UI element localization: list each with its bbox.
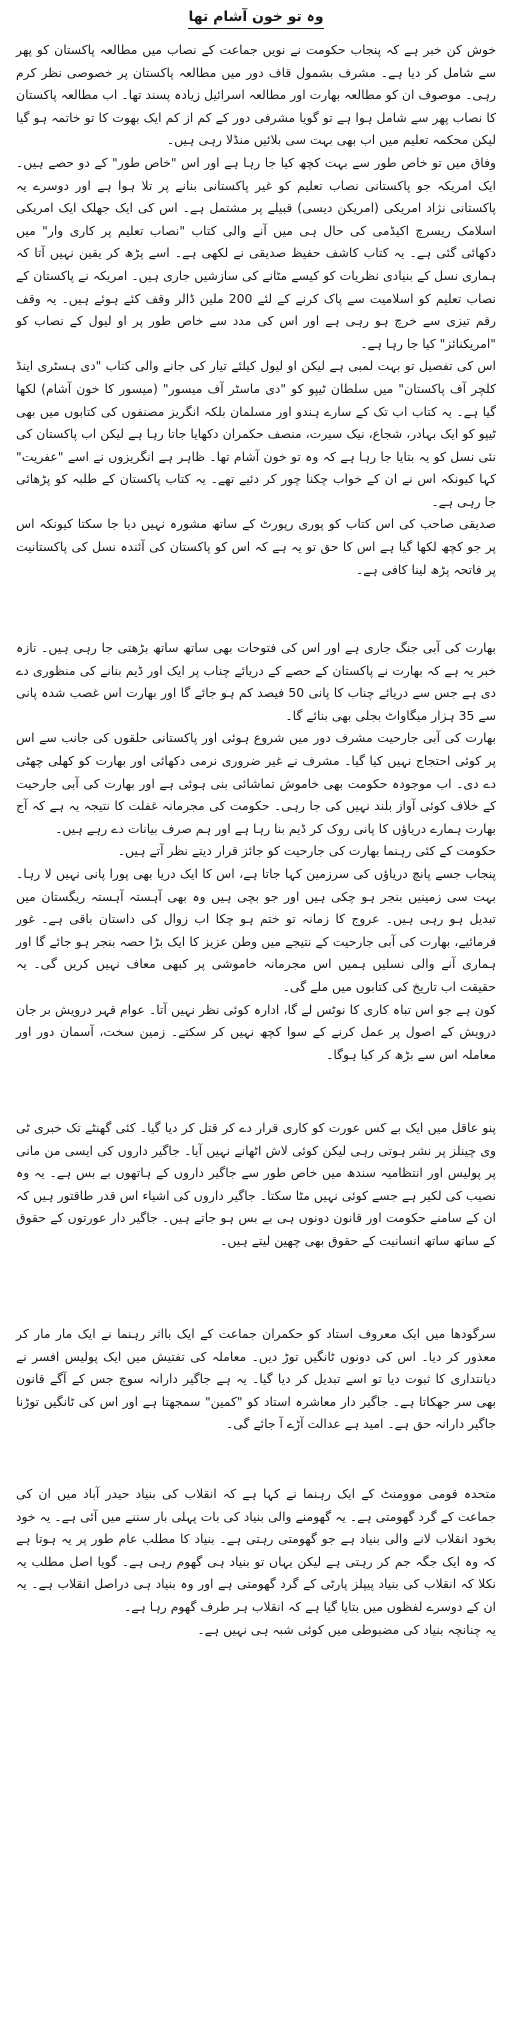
section-mutala-pakistan [16,39,496,611]
section-abi-jang [16,637,496,1093]
paragraph: یہ چنانچہ بنیاد کی مضبوطی میں کوئی شبہ ہی نہیں ہے۔ [197,1621,496,1637]
paragraph: خوش کن خبر ہے کہ پنجاب حکومت نے نویں جماعت کے نصاب میں مطالعہ پاکستان کو پھر سے شامل کر دیا ہے۔ مشرف بشمول قاف دور میں مطالعہ پاکستان پر خصوصی نظر کرم رہی۔ موصوف ان کو مطالعہ بھارت اور مطالعہ اسرائیل زیادہ پسند تھا۔ اب مطالعہ پاکستان کا نصاب پھر سے شامل ہوا ہے تو گویا مشرفی دور کے کم از کم ایک بھوت کا تو خاتمہ ہو گیا لیکن محکمہ تعلیم میں اب بھی بہت سی بلائیں منڈلا رہی ہیں۔ [16,42,496,148]
paragraph: بھارت کی آبی جنگ جاری ہے اور اس کی فتوحات بھی ساتھ ساتھ بڑھتی جا رہی ہیں۔ تازہ خبر یہ ہے کہ بھارت نے پاکستان کے حصے کے دریائے چناب پر ایک اور ڈیم بنانے کی منظوری دے دی ہے جس سے دریائے چناب کا پانی 50 فیصد کم ہو جائے گا اور بھارت اس غصب شدہ پانی سے 35 ہزار میگاواٹ بجلی بھی بنائے گا۔ [16,640,496,723]
section-pano-aqil [16,1117,496,1299]
paragraph: پنجاب جسے پانچ دریاؤں کی سرزمین کہا جاتا ہے، اس کا ایک دریا بھی پورا پانی نہیں لا رہا۔ بہت سی زمینیں بنجر ہو چکی ہیں اور جو بچی ہیں وہ بھی آہستہ آہستہ ریگستان میں تبدیل ہو رہی ہیں۔ عروج کا زمانہ تو ختم ہو چکا اب زوال کی داستان باقی ہے۔ غور فرمائیے، بھارت کی آبی جارحیت کے نتیجے میں وطن عزیز کا ایک بڑا حصہ بنجر ہو جائے گا اور ہماری آنے والی نسلیں ہمیں اس مجرمانہ خاموشی پر کبھی معاف نہیں کریں گی۔ یہ حقیقت اب تاریخ کی کتابوں میں ملے گی۔ [16,865,496,994]
paragraph: وفاق میں تو خاص طور سے بہت کچھ کیا جا رہا ہے اور اس "خاص طور" کے دو حصے ہیں۔ ایک امریکہ جو پاکستانی نصاب تعلیم کو غیر پاکستانی بنانے پر تلا ہوا ہے اور دوسرے یہ پاکستانی نژاد امریکی (امریکن دیسی) قبیلے پر مشتمل ہے۔ اس کی ایک جھلک ایک امریکی اسلامک ریسرچ اکیڈمی کی حال ہی میں آنے والی کتاب "نصاب تعلیم پر کاری وار" میں دکھائی گئی ہے۔ یہ کتاب کاشف حفیظ صدیقی نے لکھی ہے۔ اسے پڑھ کر یقین نہیں آتا کہ ہماری نسل کے بنیادی نظریات کو کیسے مٹانے کی سازشیں جاری ہیں۔ امریکہ نے پاکستان کے نصاب تعلیم کو اسلامیت سے پاک کرنے کے لئے 200 ملین ڈالر وقف کئے ہوئے ہیں۔ یہ وقف رقم تیزی سے خرچ ہو رہی ہے اور اس کی مدد سے خاص طور پر او لیول کے نصاب کو "امریکنائز" کیا جا رہا ہے۔ [16,154,496,351]
column-title [16,8,496,29]
paragraph: متحدہ قومی موومنٹ کے ایک رہنما نے کہا ہے کہ انقلاب کی بنیاد حیدر آباد میں ان کی جماعت کے گرد گھومتی ہے۔ یہ گھومنے والی بنیاد کی بات پہلی بار سننے میں آئی ہے۔ یہ خود بخود انقلاب لانے والی بنیاد ہے جو گھومتی رہتی ہے۔ بنیاد کا مطلب عام طور پر یہ ہوتا ہے کہ وہ ایک جگہ جم کر رہتی ہے لیکن یہاں تو بنیاد ہی گھوم رہی ہے۔ گویا اصل مطلب یہ نکلا کہ انقلاب کی بنیاد پیپلز پارٹی کے گرد گھومتی ہے اور وہ بنیاد ہی دراصل انقلاب ہے۔ یہ ان کے دوسرے لفظوں میں بتایا گیا ہے کہ انقلاب ہر طرف گھوم رہا ہے۔ [16,1486,496,1614]
column-title-text: وہ تو خون آشام تھا [188,8,323,29]
paragraph: بھارت کی آبی جارحیت مشرف دور میں شروع ہوئی اور پاکستانی حلقوں کی جانب سے اس پر کوئی احتجاج نہیں کیا گیا۔ مشرف نے غیر ضروری نرمی دکھائی اور بھارت کو کھلی چھٹی دے دی۔ اب موجودہ حکومت بھی خاموش تماشائی بنی ہوئی ہے اور بھارت کی آبی جارحیت کے خلاف کوئی آواز بلند نہیں کی جا رہی۔ حکومت کی مجرمانہ غفلت کا نتیجہ یہ ہے کہ آج بھارت ہمارے دریاؤں کا پانی روک کر ڈیم بنا رہا ہے اور ہم صرف بیانات دے رہے ہیں۔ [16,730,496,836]
paragraph: اس کی تفصیل تو بہت لمبی ہے لیکن او لیول کیلئے تیار کی جانے والی کتاب "دی ہسٹری اینڈ کلچر آف پاکستان" میں سلطان ٹیپو کو "دی ماسٹر آف میسور" (میسور کا خون آشام) لکھا گیا ہے۔ یہ کتاب اب تک کے سارے ہندو اور مسلمان بلکہ انگریز مصنفوں کی کتابوں میں بھی ٹیپو کو ایک بہادر، شجاع، نیک سیرت، منصف حکمران دکھایا جاتا رہا ہے لیکن اب پاکستان کی نئی نسل کو یہ بتایا جا رہا ہے کہ وہ تو خون آشام تھا۔ ظاہر ہے انگریزوں نے اسے "عفریت" کہا کیونکہ اس نے ان کے خواب چکنا چور کر دئیے تھے۔ یہ کتاب پاکستان کے طلبہ کو پڑھائی جا رہی ہے۔ [16,358,496,509]
paragraph: کون ہے جو اس تباہ کاری کا نوٹس لے گا، ادارہ کوئی نظر نہیں آتا۔ عوام قہر درویش بر جان درویش کے اصول پر عمل کرنے کے سوا کچھ نہیں کر سکتے۔ زمین سخت، آسمان دور اور معاملہ اس سے بڑھ کر کیا ہوگا۔ [16,1001,496,1062]
paragraph: صدیقی صاحب کی اس کتاب کو پوری رپورٹ کے ساتھ مشورہ نہیں دیا جا سکتا کیونکہ اس پر جو کچھ لکھا گیا ہے اس کا حق تو یہ ہے کہ اس کو پاکستان کی آئندہ نسل کی پاکستانیت پر فاتحہ پڑھ لینا کافی ہے۔ [16,516,496,577]
paragraph: پنو عاقل میں ایک بے کس عورت کو کاری قرار دے کر قتل کر دیا گیا۔ کئی گھنٹے تک خبری ٹی وی چینلز پر نشر ہوتی رہی لیکن کوئی لاش اٹھانے نہیں آیا۔ جاگیر داروں کی ایسی من مانی پر پولیس اور انتظامیہ سندھ میں خاص طور سے جاگیر داروں کے ہاتھوں بے بس ہے۔ یہ وہ نصیب کی لکیر ہے جسے کوئی نہیں مٹا سکتا۔ جاگیر داروں کی اشیاء اس قدر طاقتور ہیں کہ ان کے سامنے حکومت اور قانون دونوں ہی بے بس ہو جاتے ہیں۔ جاگیر دار عورتوں کے حقوق کے ساتھ ساتھ انسانیت کے حقوق بھی چھین لیتے ہیں۔ [16,1120,496,1248]
paragraph: سرگودھا میں ایک معروف استاد کو حکمران جماعت کے ایک بااثر رہنما نے ایک مار مار کر معذور کر دیا۔ اس کی دونوں ٹانگیں توڑ دیں۔ معاملہ کی تفتیش میں ایک پولیس افسر نے دیانتداری کا ثبوت دیا تو اسے تبدیل کر دیا گیا۔ یہ ہے جاگیر دارانہ سوچ جس کے آگے قانون بھی سر جھکاتا ہے۔ جاگیر دار معاشرہ استاد کو "کمین" سمجھتا ہے اور اس کی ٹانگیں توڑنا جاگیر دارانہ حق ہے۔ امید ہے عدالت آڑے آ جائے گی۔ [16,1326,496,1432]
paragraph: حکومت کے کئی رہنما بھارت کی جارحیت کو جائز قرار دیتے نظر آتے ہیں۔ [117,843,496,859]
section-mqm [16,1483,496,1663]
section-sargodha [16,1323,496,1459]
